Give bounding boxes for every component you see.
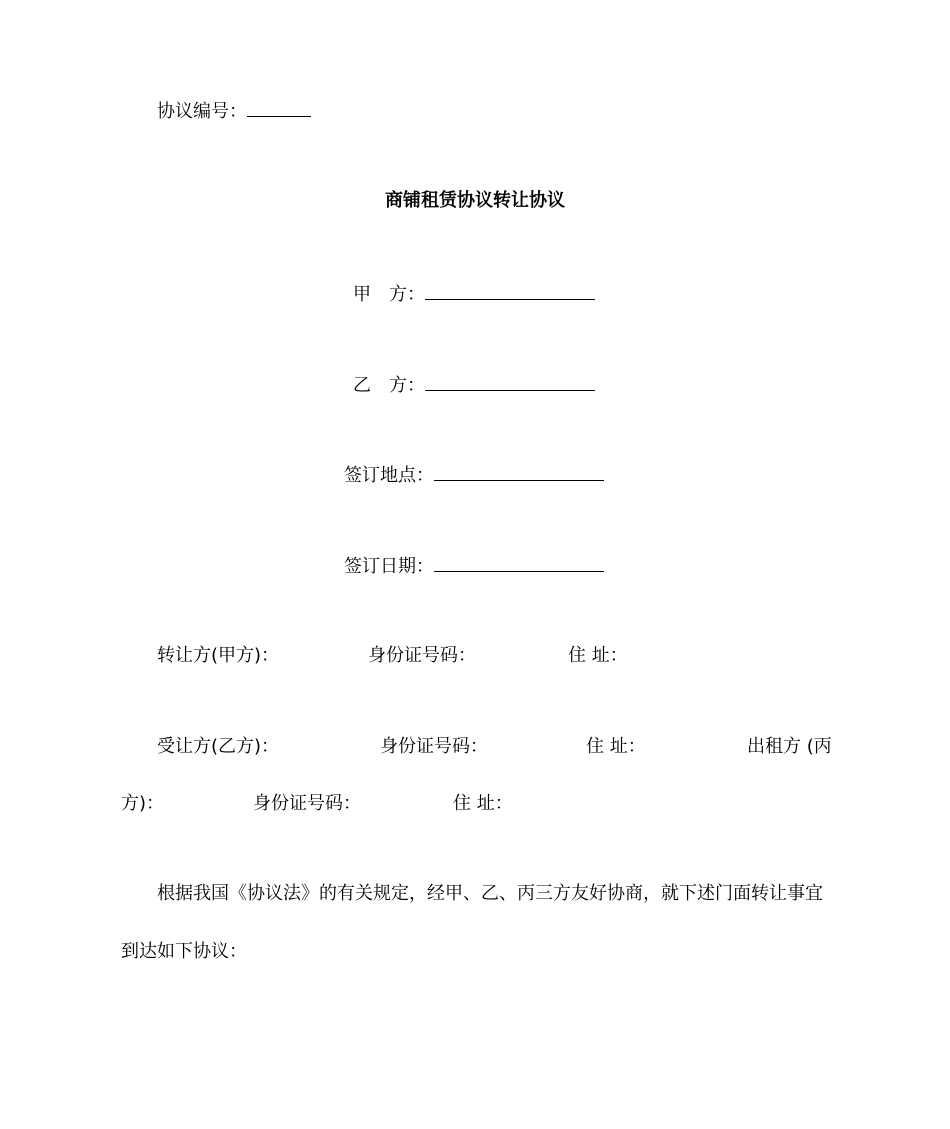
- transferee-address-label: 住 址：: [586, 736, 646, 757]
- lessor-id-label: 身份证号码：: [253, 793, 361, 814]
- document-title: 商铺租赁协议转让协议: [385, 190, 565, 211]
- signing-place-row: [344, 462, 604, 488]
- transferee-id-label: 身份证号码：: [380, 736, 488, 757]
- transferor-label: 转让方(甲方)：: [157, 645, 280, 666]
- party-b-row: [353, 372, 595, 398]
- party-b-label: 乙 方：: [353, 375, 425, 396]
- party-a-label: 甲 方：: [353, 284, 425, 305]
- lessor-address-label: 住 址：: [453, 793, 513, 814]
- party-b-blank[interactable]: [425, 372, 595, 391]
- signing-date-row: [344, 553, 604, 579]
- signing-date-label: 签订日期：: [344, 556, 434, 577]
- body-paragraph-line1: 根据我国《协议法》的有关规定，经甲、乙、丙三方友好协商，就下述门面转让事宜: [157, 883, 823, 904]
- agreement-number-blank[interactable]: [247, 98, 311, 117]
- agreement-number-label: 协议编号：: [157, 101, 247, 122]
- agreement-number-row: [157, 98, 311, 124]
- party-a-blank[interactable]: [425, 281, 595, 300]
- signing-place-label: 签订地点：: [344, 465, 434, 486]
- lessor-label-part1: 出租方 (丙: [747, 736, 832, 757]
- party-a-row: [353, 281, 595, 307]
- signing-place-blank[interactable]: [434, 462, 604, 481]
- transferee-label: 受让方(乙方)：: [157, 736, 280, 757]
- lessor-label-part2: 方)：: [121, 793, 165, 814]
- transferor-id-label: 身份证号码：: [368, 645, 476, 666]
- body-paragraph-line2: 到达如下协议：: [121, 941, 247, 962]
- transferor-address-label: 住 址：: [568, 645, 628, 666]
- signing-date-blank[interactable]: [434, 553, 604, 572]
